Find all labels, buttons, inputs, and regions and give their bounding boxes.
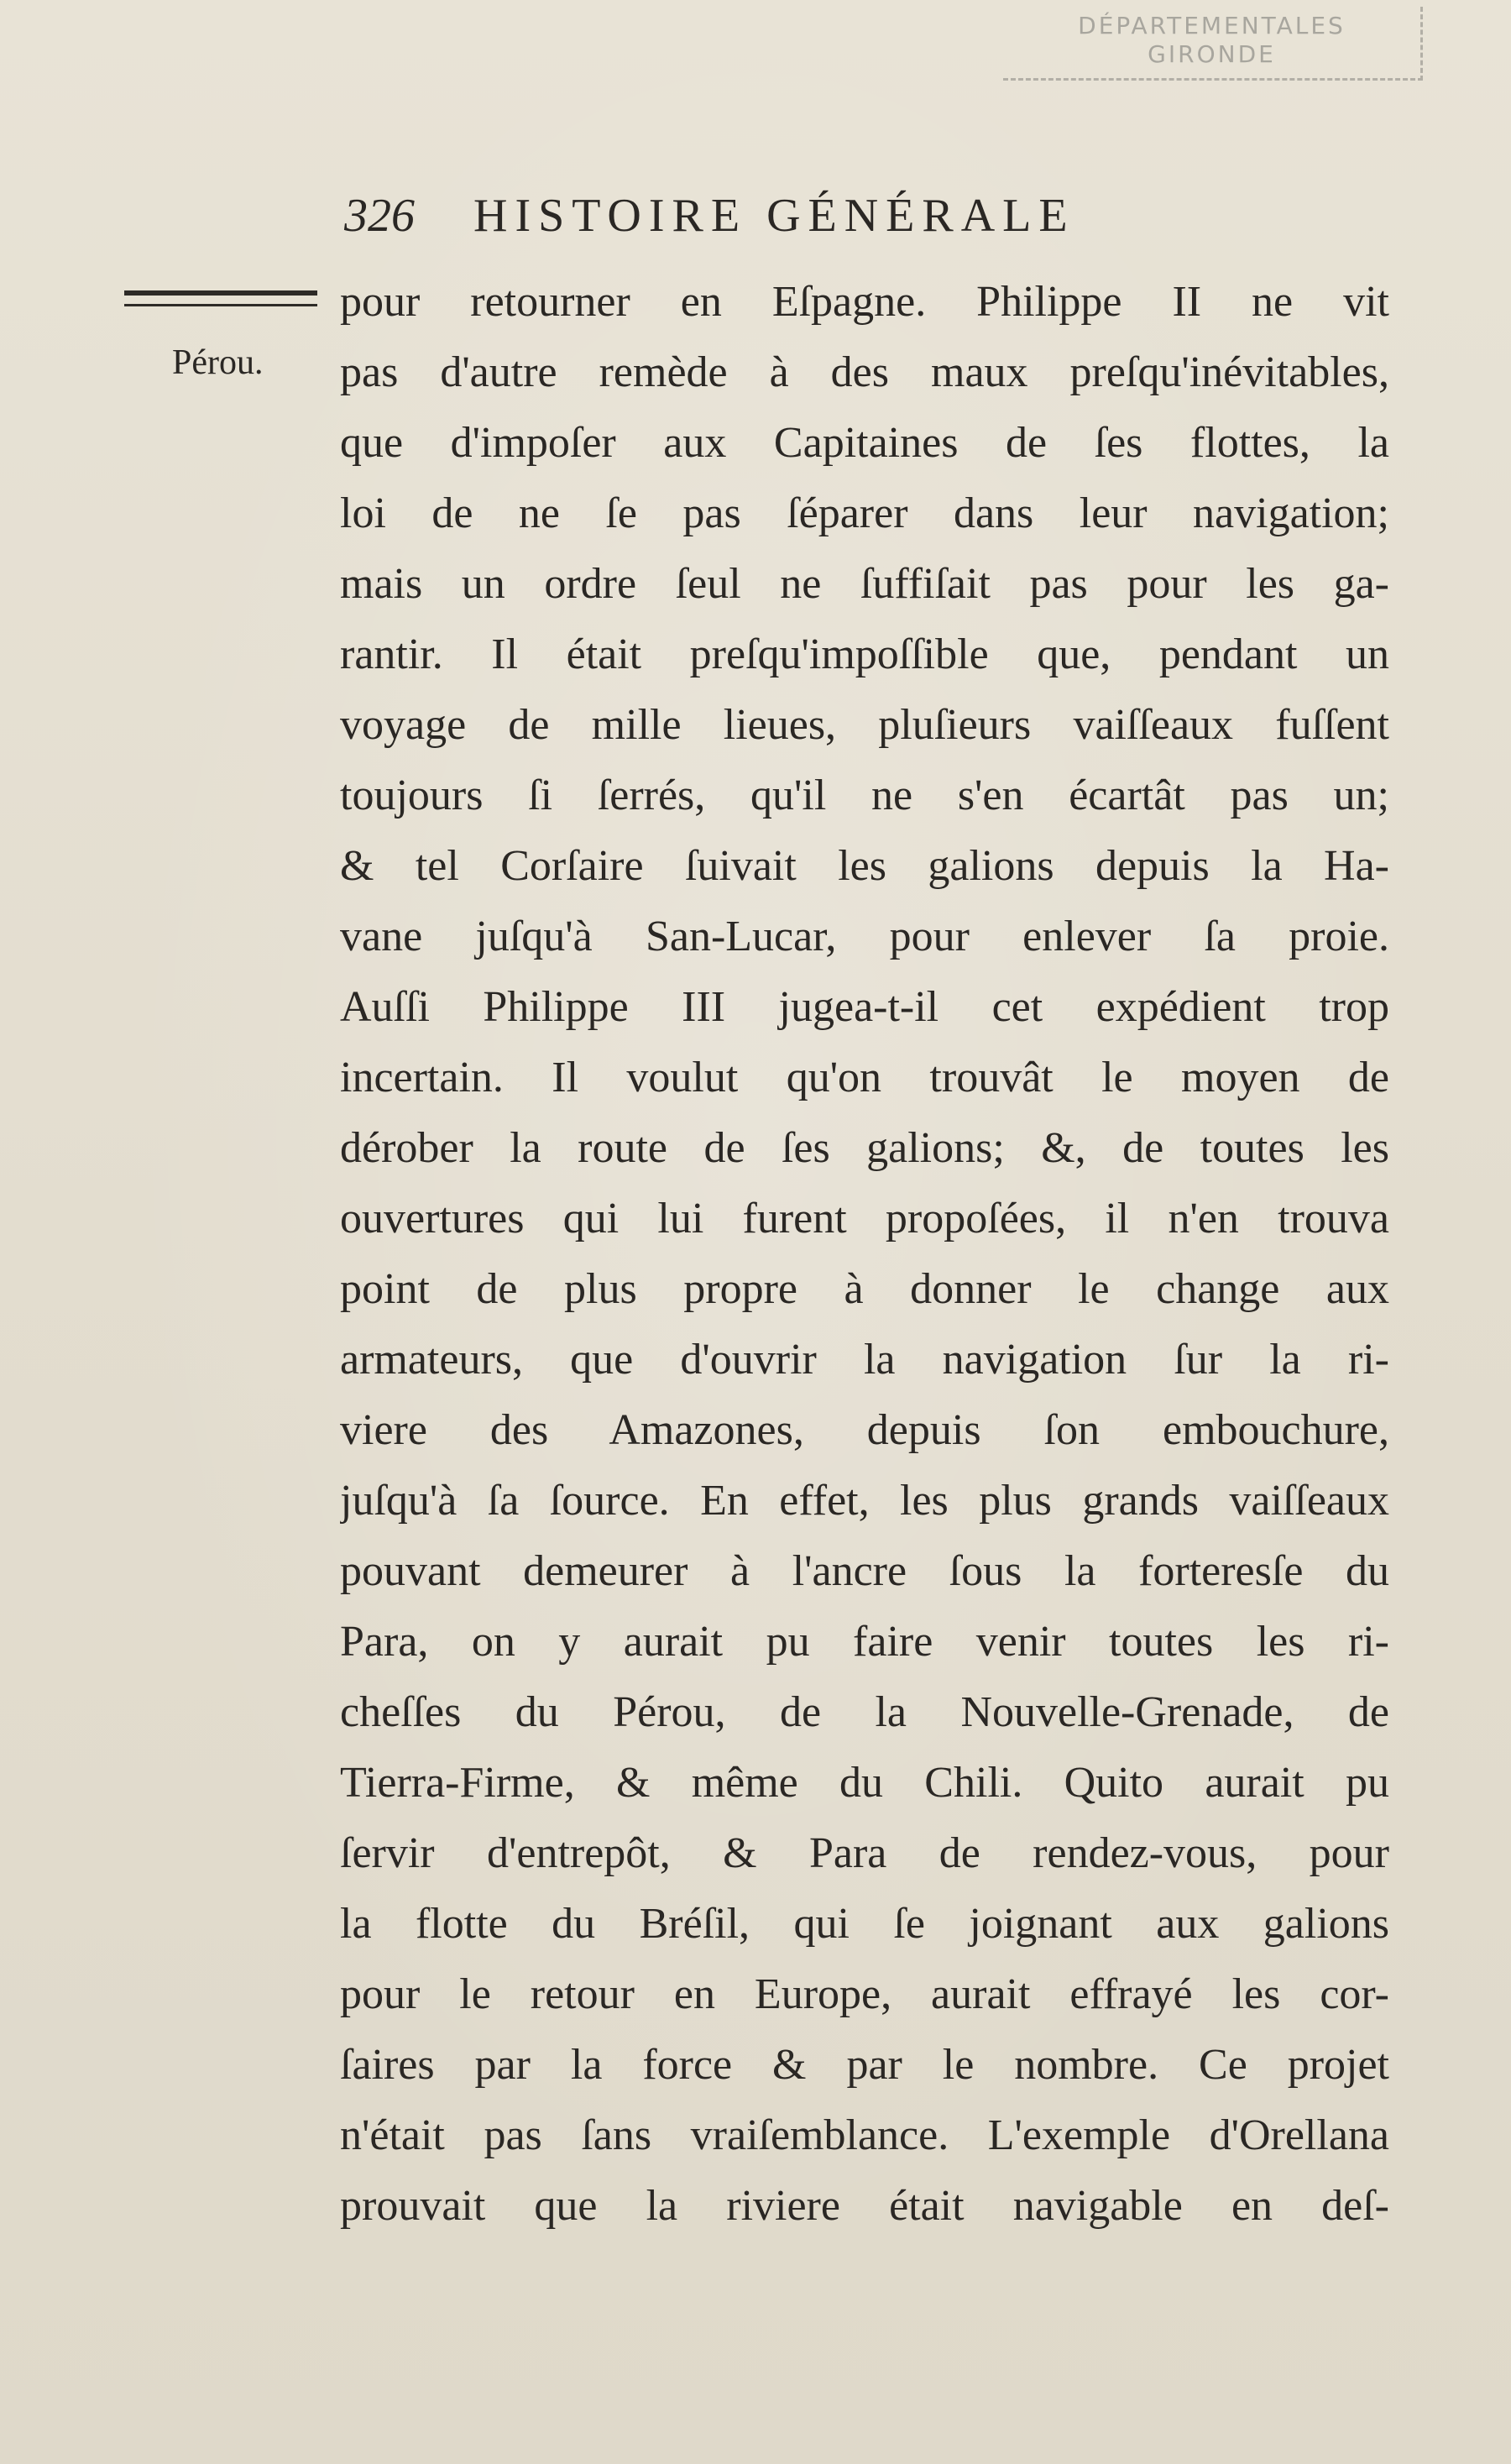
text-line: rantir. Il était preſqu'impoſſible que, pendant un [340,630,1389,678]
page-number: 326 [344,190,415,242]
text-line: la flotte du Bréſil, qui ſe joignant aux galions [340,1900,1389,1948]
text-line: loi de ne ſe pas ſéparer dans leur navigation; [340,489,1389,537]
text-line: dérober la route de ſes galions; &, de toutes les [340,1124,1389,1172]
text-line: pas d'autre remède à des maux preſqu'inévitables, [340,348,1389,396]
stamp-line-2: GIRONDE [1148,40,1276,68]
margin-note: Pérou. [172,343,264,382]
margin-rule [124,290,317,306]
text-line: que d'impoſer aux Capitaines de ſes flottes, la [340,419,1389,467]
text-line: ſaires par la force & par le nombre. Ce projet [340,2041,1389,2089]
text-line: prouvait que la riviere était navigable en deſ- [340,2182,1389,2230]
text-line: mais un ordre ſeul ne ſuffiſait pas pour les ga- [340,560,1389,608]
text-line: juſqu'à ſa ſource. En effet, les plus grands vaiſſeaux [340,1477,1389,1525]
library-stamp [1003,7,1423,81]
page-header [344,189,1268,264]
text-line: pour retourner en Eſpagne. Philippe II ne vit [340,278,1389,326]
text-line: pouvant demeurer à l'ancre ſous la forteresſe du [340,1547,1389,1595]
text-line: point de plus propre à donner le change aux [340,1265,1389,1313]
text-line: ſervir d'entrepôt, & Para de rendez-vous, pour [340,1829,1389,1877]
text-line: Auſſi Philippe III jugea-t-il cet expédient trop [340,983,1389,1031]
text-line: Para, on y aurait pu faire venir toutes les ri- [340,1618,1389,1666]
body-text [340,267,1389,2242]
text-line: armateurs, que d'ouvrir la navigation ſur la ri- [340,1336,1389,1384]
text-line: ouvertures qui lui furent propoſées, il n'en trouva [340,1195,1389,1242]
running-head: HISTOIRE GÉNÉRALE [473,190,1075,242]
text-line: Tierra-Firme, & même du Chili. Quito aurait pu [340,1759,1389,1807]
stamp-line-1: DÉPARTEMENTALES [1078,12,1346,39]
text-line: pour le retour en Europe, aurait effrayé les cor- [340,1970,1389,2018]
text-line: & tel Corſaire ſuivait les galions depuis la Ha- [340,842,1389,890]
text-line: viere des Amazones, depuis ſon embouchure, [340,1406,1389,1454]
text-line: n'était pas ſans vraiſemblance. L'exemple d'Orellana [340,2111,1389,2159]
text-line: toujours ſi ſerrés, qu'il ne s'en écartât pas un; [340,772,1389,819]
text-line: incertain. Il voulut qu'on trouvât le moyen de [340,1054,1389,1101]
text-line: vane juſqu'à San-Lucar, pour enlever ſa proie. [340,913,1389,960]
text-line: voyage de mille lieues, pluſieurs vaiſſeaux fuſſent [340,701,1389,749]
text-line: cheſſes du Pérou, de la Nouvelle-Grenade, de [340,1688,1389,1736]
